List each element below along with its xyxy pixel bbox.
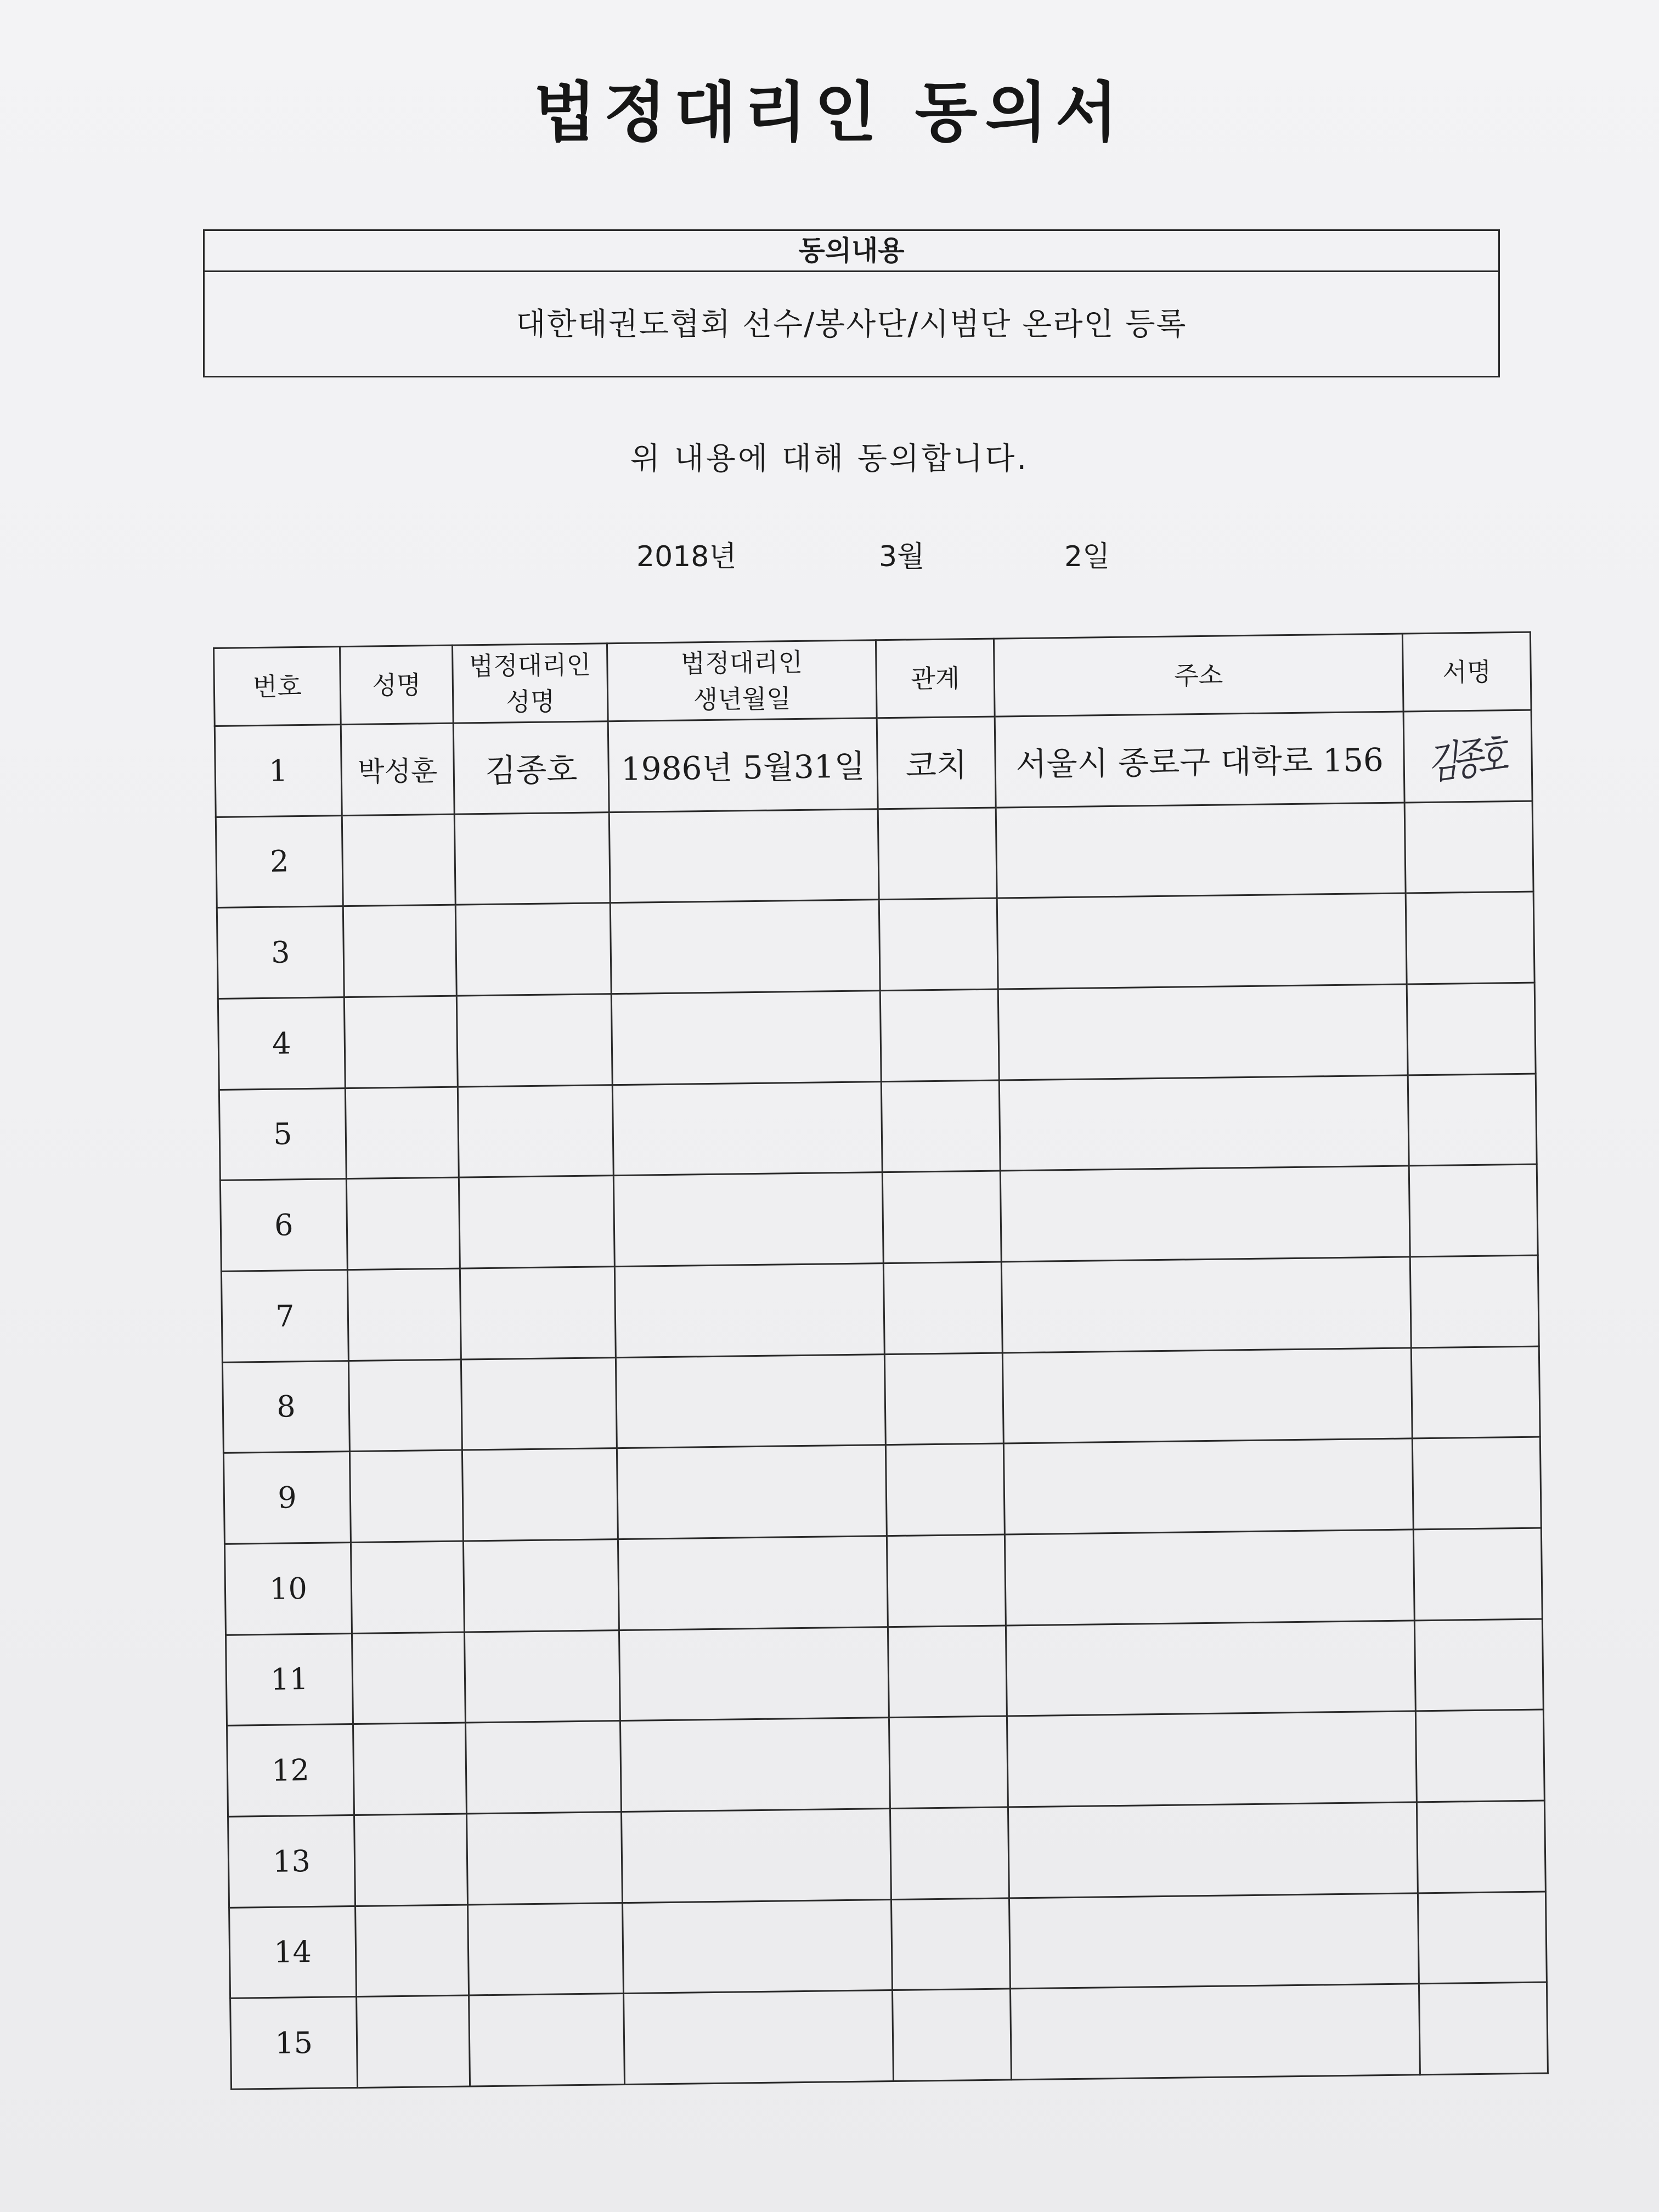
table-row	[221, 1255, 1539, 1362]
row-number: 13	[228, 1815, 356, 1907]
row-guardian-birth[interactable]	[610, 900, 880, 994]
table-row	[218, 983, 1536, 1090]
table-row	[229, 1892, 1547, 1999]
row-number: 6	[220, 1179, 347, 1271]
consent-header: 동의내용	[205, 231, 1498, 272]
row-guardian-name[interactable]	[464, 1630, 620, 1723]
header-name: 성명	[340, 645, 454, 724]
table-row	[222, 1346, 1540, 1453]
header-signature: 서명	[1402, 632, 1531, 712]
document-title: 법정대리인 동의서	[533, 75, 1126, 150]
row-signature[interactable]	[1407, 983, 1536, 1075]
header-guardian-name: 법정대리인 성명	[452, 644, 608, 723]
row-name[interactable]	[352, 1632, 465, 1724]
header-guardian-birth: 법정대리인 생년월일	[607, 640, 877, 721]
row-address[interactable]	[1003, 1438, 1413, 1534]
header-address: 주소	[994, 634, 1403, 716]
row-guardian-name[interactable]	[469, 1994, 625, 2086]
row-name[interactable]	[343, 905, 456, 997]
row-address[interactable]	[997, 893, 1407, 989]
row-signature[interactable]	[1419, 1982, 1548, 2075]
row-address[interactable]	[1008, 1802, 1418, 1898]
row-relation[interactable]	[887, 1534, 1006, 1627]
row-guardian-birth[interactable]	[618, 1536, 888, 1630]
row-guardian-name[interactable]	[468, 1903, 624, 1995]
row-relation[interactable]	[879, 898, 998, 990]
table-row	[230, 1982, 1548, 2089]
table-row	[227, 1709, 1545, 1816]
row-number: 14	[229, 1906, 357, 1998]
row-guardian-birth[interactable]	[619, 1627, 889, 1721]
row-relation[interactable]	[891, 1898, 1010, 1990]
row-relation[interactable]	[884, 1353, 1003, 1445]
row-name[interactable]	[356, 1905, 469, 1997]
row-guardian-birth[interactable]	[621, 1808, 891, 1903]
row-relation[interactable]	[878, 808, 997, 900]
row-name[interactable]	[344, 996, 458, 1088]
row-relation[interactable]	[880, 989, 999, 1081]
row-relation[interactable]: 코치	[877, 716, 996, 809]
row-guardian-name[interactable]: 김종호	[453, 721, 609, 814]
table-row	[220, 1164, 1538, 1271]
row-address[interactable]	[1005, 1530, 1414, 1626]
row-signature[interactable]	[1408, 1074, 1537, 1166]
row-signature[interactable]	[1403, 710, 1532, 802]
table-row	[219, 1074, 1537, 1181]
row-guardian-name[interactable]	[462, 1448, 618, 1541]
row-address[interactable]	[1002, 1348, 1412, 1444]
row-guardian-birth[interactable]: 1986년 5월31일	[608, 718, 878, 812]
row-address[interactable]	[1000, 1166, 1410, 1262]
header-number: 번호	[214, 647, 341, 726]
row-number: 2	[216, 815, 343, 907]
row-number: 12	[227, 1724, 354, 1816]
row-guardian-name[interactable]	[459, 1176, 614, 1268]
row-guardian-birth[interactable]	[612, 1081, 882, 1176]
row-address[interactable]	[999, 1075, 1409, 1171]
row-name[interactable]	[353, 1723, 466, 1815]
row-signature[interactable]	[1406, 891, 1534, 984]
row-number: 10	[224, 1542, 352, 1634]
row-signature[interactable]	[1414, 1619, 1543, 1711]
row-signature[interactable]	[1417, 1801, 1545, 1893]
row-signature[interactable]	[1418, 1892, 1547, 1984]
row-relation[interactable]	[889, 1716, 1008, 1808]
row-address[interactable]	[996, 803, 1406, 899]
row-guardian-birth[interactable]	[616, 1354, 885, 1448]
row-guardian-birth[interactable]	[611, 991, 881, 1085]
consent-body: 대한태권도협회 선수/봉사단/시범단 온라인 등록	[516, 307, 1187, 342]
row-number: 7	[221, 1270, 348, 1362]
agree-statement: 위 내용에 대해 동의합니다.	[630, 441, 1029, 477]
row-name[interactable]	[349, 1450, 463, 1542]
row-relation[interactable]	[882, 1171, 1001, 1263]
row-guardian-name[interactable]	[460, 1267, 616, 1359]
registration-table	[213, 631, 1549, 2090]
row-number: 3	[217, 906, 344, 998]
row-signature[interactable]	[1411, 1346, 1540, 1438]
row-name[interactable]	[357, 1995, 470, 2087]
row-name[interactable]	[347, 1268, 461, 1361]
row-address[interactable]	[1007, 1711, 1417, 1807]
row-guardian-birth[interactable]	[623, 1899, 893, 1994]
row-relation[interactable]	[892, 1989, 1011, 2081]
row-address[interactable]	[998, 984, 1408, 1080]
row-name[interactable]	[351, 1541, 464, 1633]
row-guardian-name[interactable]	[458, 1085, 613, 1177]
row-signature[interactable]	[1410, 1255, 1539, 1347]
row-signature[interactable]	[1404, 801, 1533, 893]
table-row	[228, 1801, 1546, 1908]
row-number: 15	[230, 1997, 358, 2090]
row-signature[interactable]	[1409, 1164, 1538, 1256]
row-signature[interactable]	[1412, 1437, 1541, 1529]
row-address[interactable]	[1006, 1620, 1415, 1716]
date-month: 3월	[879, 540, 925, 573]
row-guardian-birth[interactable]	[609, 809, 879, 903]
handwritten-signature: 김종호	[1428, 730, 1507, 790]
row-relation[interactable]	[883, 1262, 1002, 1354]
row-number: 5	[219, 1088, 346, 1180]
row-guardian-name[interactable]	[454, 812, 610, 905]
registration-table-wrap	[213, 631, 1547, 2090]
row-relation[interactable]	[888, 1626, 1007, 1718]
row-name[interactable]	[345, 1087, 459, 1179]
row-guardian-birth[interactable]	[617, 1445, 887, 1539]
date-day: 2일	[1064, 540, 1110, 573]
table-row	[223, 1437, 1541, 1544]
date-year: 2018년	[636, 540, 737, 573]
row-guardian-birth[interactable]	[620, 1718, 890, 1812]
row-signature[interactable]	[1413, 1528, 1542, 1620]
row-name[interactable]	[342, 814, 455, 906]
row-guardian-birth[interactable]	[613, 1172, 883, 1267]
header-relation: 관계	[876, 639, 995, 718]
row-guardian-birth[interactable]	[614, 1263, 884, 1358]
row-name[interactable]	[348, 1359, 462, 1452]
table-row	[215, 710, 1532, 817]
consent-box	[203, 229, 1500, 377]
table-row	[225, 1619, 1543, 1726]
row-address[interactable]: 서울시 종로구 대학로 156	[995, 712, 1404, 808]
row-number: 1	[215, 725, 342, 817]
row-name[interactable]	[354, 1814, 468, 1906]
table-row	[217, 891, 1534, 998]
row-guardian-name[interactable]	[467, 1812, 623, 1904]
row-guardian-name[interactable]	[465, 1721, 621, 1814]
row-guardian-name[interactable]	[461, 1357, 617, 1450]
row-address[interactable]	[1009, 1893, 1419, 1989]
row-guardian-birth[interactable]	[624, 1990, 894, 2085]
row-relation[interactable]	[885, 1443, 1005, 1536]
row-guardian-name[interactable]	[463, 1539, 619, 1632]
row-number: 9	[223, 1452, 351, 1544]
row-name[interactable]	[346, 1177, 460, 1269]
row-name[interactable]: 박성훈	[341, 723, 454, 815]
row-relation[interactable]	[881, 1080, 1000, 1172]
row-number: 11	[225, 1633, 353, 1725]
row-signature[interactable]	[1415, 1709, 1544, 1802]
table-row	[224, 1528, 1542, 1635]
row-address[interactable]	[1010, 1984, 1420, 2080]
row-guardian-name[interactable]	[456, 994, 612, 1087]
row-relation[interactable]	[890, 1807, 1009, 1899]
table-body	[215, 710, 1548, 2089]
row-guardian-name[interactable]	[455, 903, 611, 996]
row-number: 4	[218, 997, 345, 1090]
row-address[interactable]	[1001, 1257, 1411, 1353]
table-row	[216, 801, 1533, 908]
row-number: 8	[222, 1361, 349, 1453]
